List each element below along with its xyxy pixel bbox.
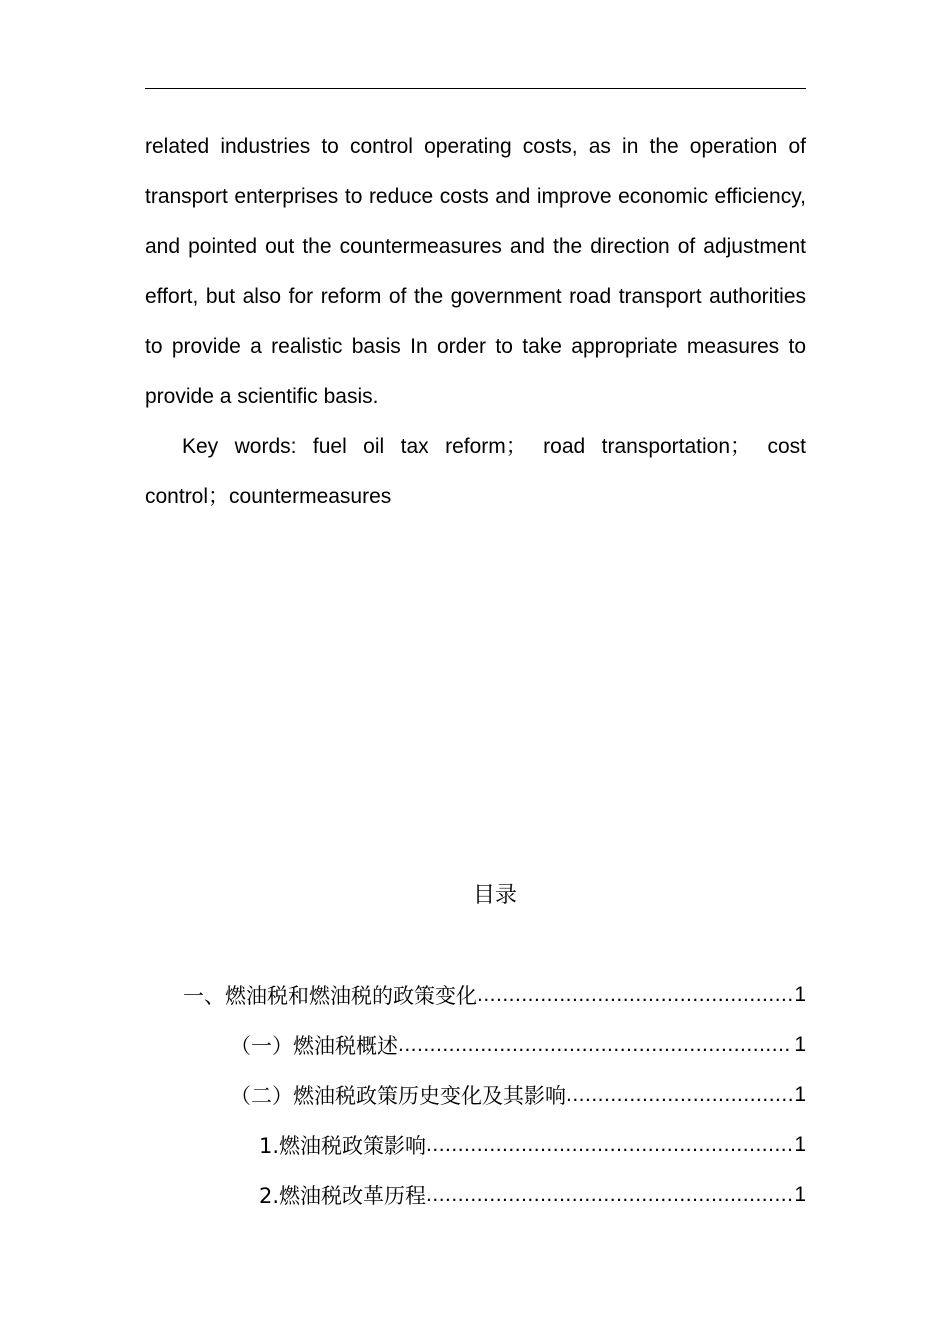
header-rule [145, 88, 806, 89]
toc-entry-label: 一、燃油税和燃油税的政策变化 [183, 984, 477, 1008]
toc-dot-leader [566, 1083, 792, 1107]
abstract-body: related industries to control operating costs, as in the operation of transport enterprises to reduce costs and improve economic efficiency, and pointed out the countermeasures and the direction of adjustment effort, but also for reform of the government road transport authorities to provide a realistic basis In order to take appropriate measures to provide a scientific basis. [145, 135, 806, 408]
toc-dot-leader [477, 983, 792, 1007]
toc-entry-label: 2.燃油税改革历程 [259, 1184, 427, 1208]
toc-dot-leader [398, 1033, 792, 1057]
toc-title: 目录 [472, 883, 517, 908]
toc-dot-leader [426, 1183, 792, 1207]
toc-entry-label: （二）燃油税政策历史变化及其影响 [230, 1084, 566, 1108]
toc-page-number: 1 [794, 1183, 806, 1206]
toc-page-number: 1 [794, 1083, 806, 1106]
toc-entry[interactable] [259, 1120, 806, 1170]
toc-entry[interactable] [230, 1070, 806, 1120]
toc-page-number: 1 [794, 983, 806, 1006]
toc-entry[interactable] [183, 970, 806, 1020]
toc-entry[interactable] [230, 1020, 806, 1070]
abstract-section [145, 122, 806, 522]
toc-entry-label: （一）燃油税概述 [230, 1034, 398, 1058]
toc-dot-leader [426, 1133, 792, 1157]
toc-page-number: 1 [794, 1033, 806, 1056]
toc-entry-label: 1.燃油税政策影响 [259, 1134, 427, 1158]
toc-entry[interactable] [259, 1170, 806, 1220]
keywords-line: Key words: fuel oil tax reform； road transportation； cost control；countermeasures [145, 435, 806, 508]
toc-page-number: 1 [794, 1133, 806, 1156]
